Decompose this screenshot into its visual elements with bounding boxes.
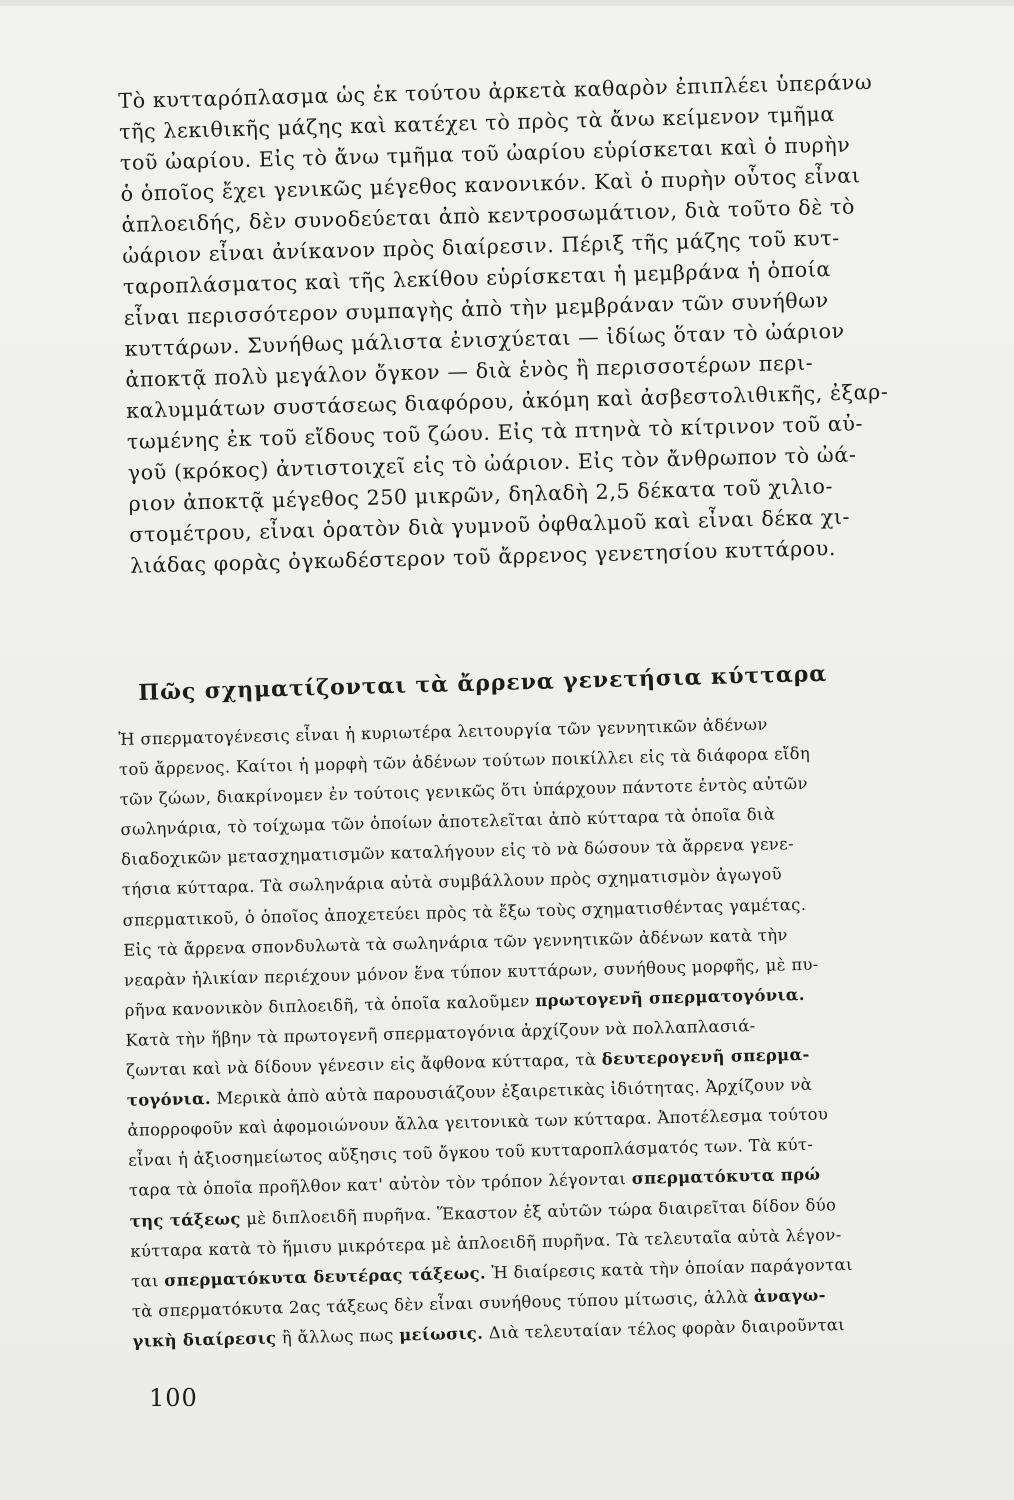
text-line: Τὸ κυτταρόπλασμα ὡς ἐκ τούτου ἀρκετὰ καθαρὸν ἐπιπλέει ὑπεράνω — [118, 69, 873, 113]
text-segment: ἢ ἄλλως πως — [276, 1325, 400, 1348]
bold-term: πρωτογενῆ σπερματογόνια. — [535, 984, 805, 1011]
text-line: τῆς λεκιθικῆς μάζης καὶ κατέχει τὸ πρὸς τὰ ἄνω κείμενον τμῆμα — [118, 101, 836, 144]
text-segment: Εἰς τὰ ἄρρενα σπονδυλωτὰ τὰ σωληνάρια τῶν γεννητικῶν ἀδένων κατὰ τὴν — [123, 924, 788, 960]
text-line: γοῦ (κρόκος) ἀντιστοιχεῖ εἰς τὸ ὠάριον. Εἰς τὸν ἄνθρωπον τὸ ὠά- — [127, 442, 857, 485]
page-number: 100 — [149, 1384, 198, 1412]
text-line: τοῦ ὠαρίου. Εἰς τὸ ἄνω τμῆμα τοῦ ὠαρίου εὑρίσκεται καὶ ὁ πυρὴν — [119, 132, 851, 175]
text-segment: τὰ σπερματόκυτα 2ας τάξεως δὲν εἶναι συνήθους τύπου μίτωσις, ἀλλὰ — [131, 1286, 755, 1321]
text-line: κυττάρων. Συνήθως μάλιστα ἐνισχύεται — ἰδίως ὅταν τὸ ὠάριον — [124, 318, 846, 361]
text-segment: ρῆνα κανονικὸν διπλοειδῆ, τὰ ὁποῖα καλοῦμεν — [124, 991, 536, 1020]
paragraph-ovum-description — [118, 64, 988, 582]
bold-term: της τάξεως — [129, 1208, 241, 1231]
text-line: ριον ἀποκτᾷ μέγεθος 250 μικρῶν, δηλαδὴ 2,5 δέκατα τοῦ χιλιο- — [128, 474, 834, 516]
text-segment: κύτταρα κατὰ τὸ ἥμισυ μικρότερα μὲ ἁπλοειδῆ πυρῆνα. Τὰ τελευταῖα αὐτὰ λέγον- — [130, 1224, 842, 1261]
bold-term: σπερματόκυτα πρώ — [631, 1164, 821, 1189]
bold-term: τογόνια. — [126, 1089, 212, 1111]
bold-term: γικὴ διαίρεσις — [132, 1328, 277, 1351]
text-segment: μὲ διπλοειδῆ πυρῆνα. Ἕκαστον ἐξ αὐτῶν τώρα διαιρεῖται δίδον δύο — [240, 1194, 837, 1228]
text-segment: σπερματικοῦ, ὁ ὁποῖος ἀποχετεύει πρὸς τὰ ἔξω τοὺς σχηματισθέντας γαμέτας. — [122, 894, 807, 930]
text-line: καλυμμάτων συστάσεως διαφόρου, ἀκόμη καὶ ἀσβεστολιθικῆς, ἐξαρ- — [125, 379, 889, 423]
scan-top-edge — [0, 0, 1014, 6]
text-segment: Διὰ τελευταίαν τέλος φορὰν διαιροῦνται — [482, 1314, 846, 1343]
text-segment: ταρα τὰ ὁποῖα προῆλθον κατ' αὐτὸν τὸν τρόπον λέγονται — [128, 1169, 632, 1201]
bold-term: δευτερογενῆ σπερμα- — [601, 1044, 810, 1069]
text-segment: Μερικὰ ἀπὸ αὐτὰ παρουσιάζουν ἐξαιρετικὰς ἰδιότητας. Ἀρχίζουν νὰ — [210, 1074, 813, 1109]
text-segment: ται — [130, 1270, 165, 1291]
text-segment: Ἡ διαίρεσις κατὰ τὴν ὁποίαν παράγονται — [485, 1254, 853, 1283]
text-segment: νεαρὰν ἡλικίαν περιέχουν μόνον ἕνα τύπον κυττάρων, συνήθους μορφῆς, μὲ πυ- — [123, 954, 819, 990]
text-segment: διαδοχικῶν μετασχηματισμῶν καταλήγουν εἰς τὸ νὰ δώσουν τὰ ἄρρενα γενε- — [120, 834, 795, 870]
text-segment: τῶν ζώων, διακρίνομεν ἐν τούτοις γενικῶς ὅτι ὑπάρχουν πάντοτε ἐντὸς αὐτῶν — [119, 773, 809, 810]
text-line: στομέτρου, εἶναι ὁρατὸν διὰ γυμνοῦ ὀφθαλμοῦ καὶ εἶναι δέκα χι- — [129, 504, 851, 547]
bold-term: σπερματόκυτα δευτέρας τάξεως. — [164, 1263, 487, 1290]
text-line: ὁ ὁποῖος ἔχει γενικῶς μέγεθος κανονικόν. Καὶ ὁ πυρὴν οὗτος εἶναι — [120, 163, 861, 206]
text-line: ἁπλοειδής, δὲν συνοδεύεται ἀπὸ κεντροσωμάτιον, διὰ τοῦτο δὲ τὸ — [121, 194, 856, 237]
text-line: λιάδας φορὰς ὀγκωδέστερον τοῦ ἄρρενος γενετησίου κυττάρου. — [129, 535, 837, 578]
text-segment: ζωνται καὶ νὰ δίδουν γένεσιν εἰς ἄφθονα κύτταρα, τὰ — [125, 1049, 603, 1080]
text-line: τωμένης ἐκ τοῦ εἴδους τοῦ ζώου. Εἰς τὰ πτηνὰ τὸ κίτρινον τοῦ αὐ- — [126, 411, 864, 454]
bold-term: μείωσις. — [398, 1323, 484, 1345]
text-segment: σωληνάρια, τὸ τοίχωμα τῶν ὁποίων ἀποτελεῖται ἀπὸ κύτταρα τὰ ὁποῖα διὰ — [120, 804, 776, 840]
bold-term: ἀναγω- — [753, 1285, 826, 1306]
text-segment: Κατὰ τὴν ἥβην τὰ πρωτογενῆ σπερματογόνια ἀρχίζουν νὰ πολλαπλασιά- — [125, 1016, 756, 1050]
paragraph-spermatogenesis — [118, 705, 991, 1357]
text-segment: τήσια κύτταρα. Τὰ σωληνάρια αὐτὰ συμβάλλουν πρὸς σχηματισμὸν ἀγωγοῦ — [121, 864, 783, 900]
section-heading: Πῶς σχηματίζονται τὰ ἄρρενα γενετήσια κύτταρα — [138, 660, 828, 706]
text-segment: τοῦ ἄρρενος. Καίτοι ἡ μορφὴ τῶν ἀδένων τούτων ποικίλλει εἰς τὰ διάφορα εἴδη — [118, 743, 811, 780]
text-line: ταροπλάσματος καὶ τῆς λεκίθου εὑρίσκεται ἡ μεμβράνα ἡ ὁποία — [122, 257, 832, 299]
text-line: εἶναι περισσότερον συμπαγὴς ἀπὸ τὴν μεμβράναν τῶν συνήθων — [123, 288, 830, 330]
text-segment: Ἡ σπερματογένεσις εἶναι ἡ κυριωτέρα λειτουργία τῶν γεννητικῶν ἀδένων — [118, 714, 768, 749]
text-segment: ἀπορροφοῦν καὶ ἀφομοιώνουν ἄλλα γειτονικὰ των κύτταρα. Ἀποτέλεσμα τούτου — [127, 1104, 829, 1141]
text-line: ὠάριον εἶναι ἀνίκανον πρὸς διαίρεσιν. Πέριξ τῆς μάζης τοῦ κυτ- — [121, 225, 841, 268]
text-line: ἀποκτᾷ πολὺ μεγάλον ὄγκον — διὰ ἑνὸς ἢ περισσοτέρων περι- — [125, 350, 814, 392]
text-segment: εἶναι ἡ ἀξιοσημείωτος αὔξησις τοῦ ὄγκου τοῦ κυτταροπλάσματός των. Τὰ κύτ- — [128, 1135, 814, 1171]
